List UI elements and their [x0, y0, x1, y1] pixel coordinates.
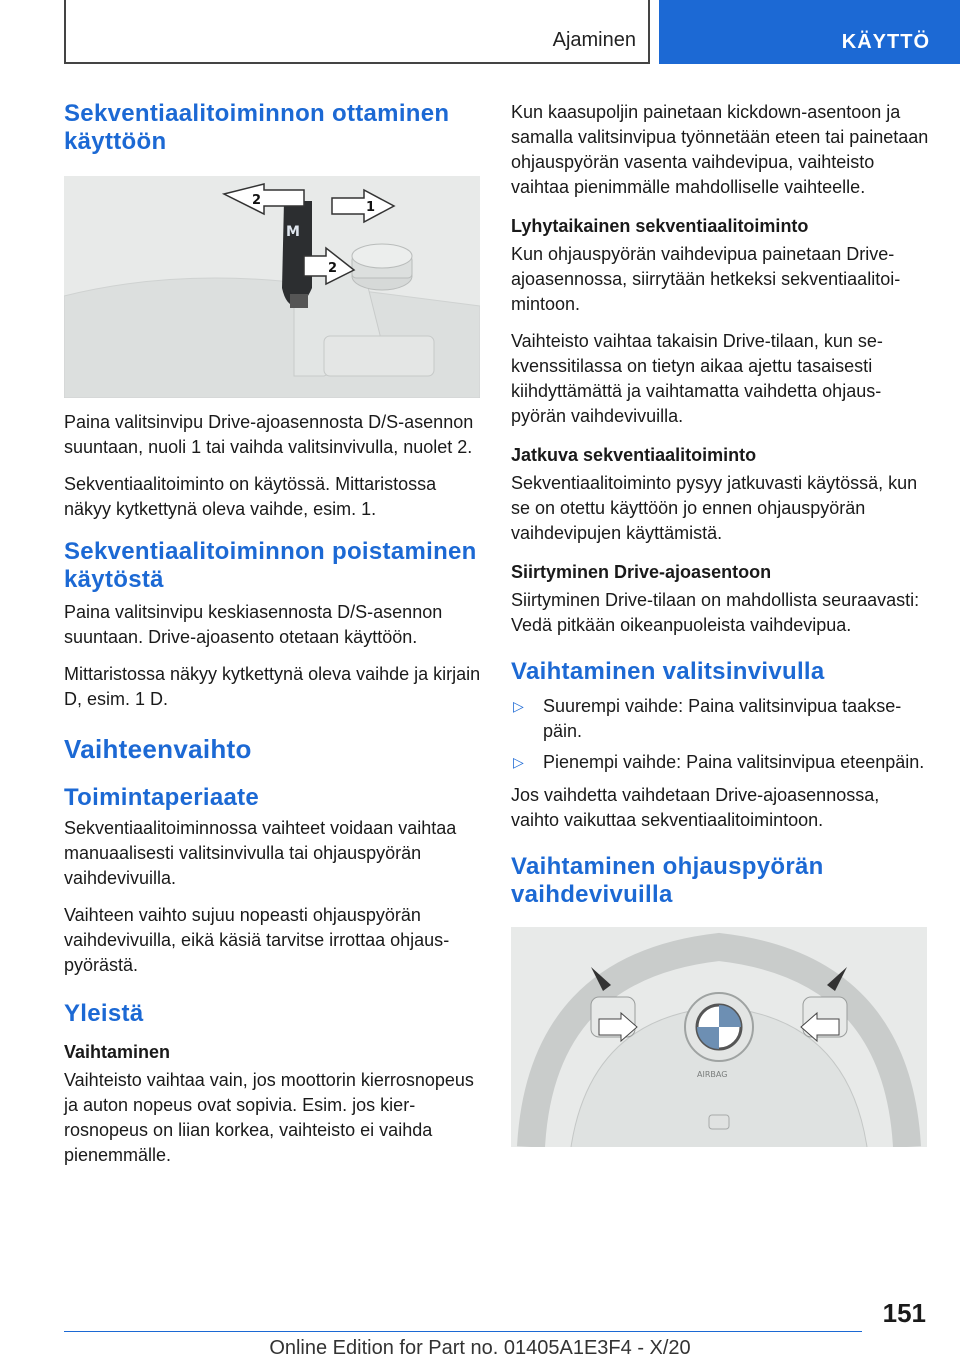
m-logo: M [286, 224, 300, 240]
arrow-label-2-bottom: 2 [328, 261, 338, 276]
heading-selector-lever: Vaihtaminen valitsinvivulla [511, 658, 825, 685]
paragraph: Sekventiaalitoiminnossa vaihteet voidaan vaihtaa manuaalisesti valitsinvivulla tai ohjauspyörän vaihdevivuilla. [64, 818, 457, 888]
header-chapter-tab [659, 0, 960, 64]
paragraph: Kun kaasupoljin painetaan kickdown-asentoon ja samalla valitsinvipua työnnetään eteen tai painetaan ohjauspyörän vasenta vaihdevipua, vaihteisto vaihtaa pienimmälle mahdolliselle vaihteelle. [511, 102, 929, 197]
airbag-label: AIRBAG [697, 1070, 728, 1079]
bullet-text: Suurempi vaihde: Paina valitsinvipua taaksepäin. [543, 696, 902, 741]
header-section-tab [64, 0, 650, 64]
figure-steering-wheel [511, 927, 927, 1147]
paragraph: Paina valitsinvipu keskiasennosta D/S-asennon suuntaan. Drive-ajoasento otetaan käyttöön. [64, 602, 443, 647]
heading-general: Yleistä [64, 1000, 144, 1027]
page-number: 151 [882, 1298, 926, 1328]
subheading-shifting: Vaihtaminen [64, 1042, 171, 1062]
steering-wheel-illustration [511, 927, 927, 1147]
triangle-bullet-icon: ▷ [513, 754, 524, 770]
paragraph: Kun ohjauspyörän vaihdevipua painetaan Drive-ajoasennossa, siirrytään hetkeksi sekventiaalitoimintoon. [511, 244, 901, 314]
paragraph: Mittaristossa näkyy kytkettynä oleva vaihde ja kirjain D, esim. 1 D. [64, 664, 481, 709]
subheading-transition-drive: Siirtyminen Drive-ajoasentoon [511, 562, 772, 582]
arrow-label-1: 1 [366, 200, 376, 215]
bullet-list [511, 694, 929, 775]
paragraph: Sekventiaalitoiminto pysyy jatkuvasti käytössä, kun se on otettu käyttöön jo ennen ohjauspyörän vaihdevipujen käyttämistä. [511, 473, 918, 543]
triangle-bullet-icon: ▷ [513, 698, 524, 714]
heading-activate: Sekventiaalitoiminnon ottaminen käyttöön [64, 100, 450, 155]
gear-selector-illustration [64, 176, 480, 398]
heading-principle: Toimintaperiaate [64, 784, 260, 811]
list-item [511, 694, 929, 744]
header-chapter-title: KÄYTTÖ [841, 31, 930, 53]
left-column [64, 100, 484, 1168]
arrow-label-2-top: 2 [252, 193, 262, 208]
paragraph: Paina valitsinvipu Drive-ajoasennosta D/S-asennon suuntaan, nuoli 1 tai vaihda valitsinvivulla, nuolet 2. [64, 412, 474, 457]
paragraph: Sekventiaalitoiminto on käytössä. Mittaristossa näkyy kytkettynä oleva vaihde, esim. 1. [64, 474, 437, 519]
list-item [511, 750, 929, 775]
bullet-text: Pienempi vaihde: Paina valitsinvipua eteenpäin. [543, 752, 925, 772]
right-column [511, 100, 929, 1147]
heading-paddles: Vaihtaminen ohjauspyörän vaihdevivuilla [511, 853, 824, 908]
paragraph: Jos vaihdetta vaihdetaan Drive-ajoasennossa, vaihto vaikuttaa sekventiaalitoimintoon. [511, 785, 880, 830]
header-section-title: Ajaminen [552, 29, 636, 51]
paragraph: Vaihteisto vaihtaa vain, jos moottorin kierrosnopeus ja auton nopeus ovat sopivia. Esim. jos kierrosnopeus on liian korkea, vaihteisto ei vaihda pienemmälle. [64, 1070, 474, 1165]
heading-gear-change: Vaihteenvaihto [64, 734, 252, 764]
footer-edition: Online Edition for Part no. 01405A1E3F4 - X/20 [269, 1337, 691, 1359]
subheading-continuous-sequential: Jatkuva sekventiaalitoiminto [511, 445, 757, 465]
paragraph: Vaihteen vaihto sujuu nopeasti ohjauspyörän vaihdevivuilla, eikä käsiä tarvitse irrottaa ohjauspyörästä. [64, 905, 450, 975]
subheading-short-sequential: Lyhytaikainen sekventiaalitoiminto [511, 216, 809, 236]
paragraph: Siirtyminen Drive-tilaan on mahdollista seuraavasti: Vedä pitkään oikeanpuoleista vaihdevipua. [511, 590, 920, 635]
footer-divider [64, 1331, 862, 1332]
paragraph: Vaihteisto vaihtaa takaisin Drive-tilaan, kun sekvenssitilassa on tietyn aikaa ajettu tasaisesti kiihdyttämättä ja vaihtamatta vaihdetta ohjauspyörän vaihdevivuilla. [511, 331, 883, 426]
heading-deactivate: Sekventiaalitoiminnon poistaminen käytöstä [64, 538, 477, 593]
figure-gear-selector [64, 176, 480, 398]
